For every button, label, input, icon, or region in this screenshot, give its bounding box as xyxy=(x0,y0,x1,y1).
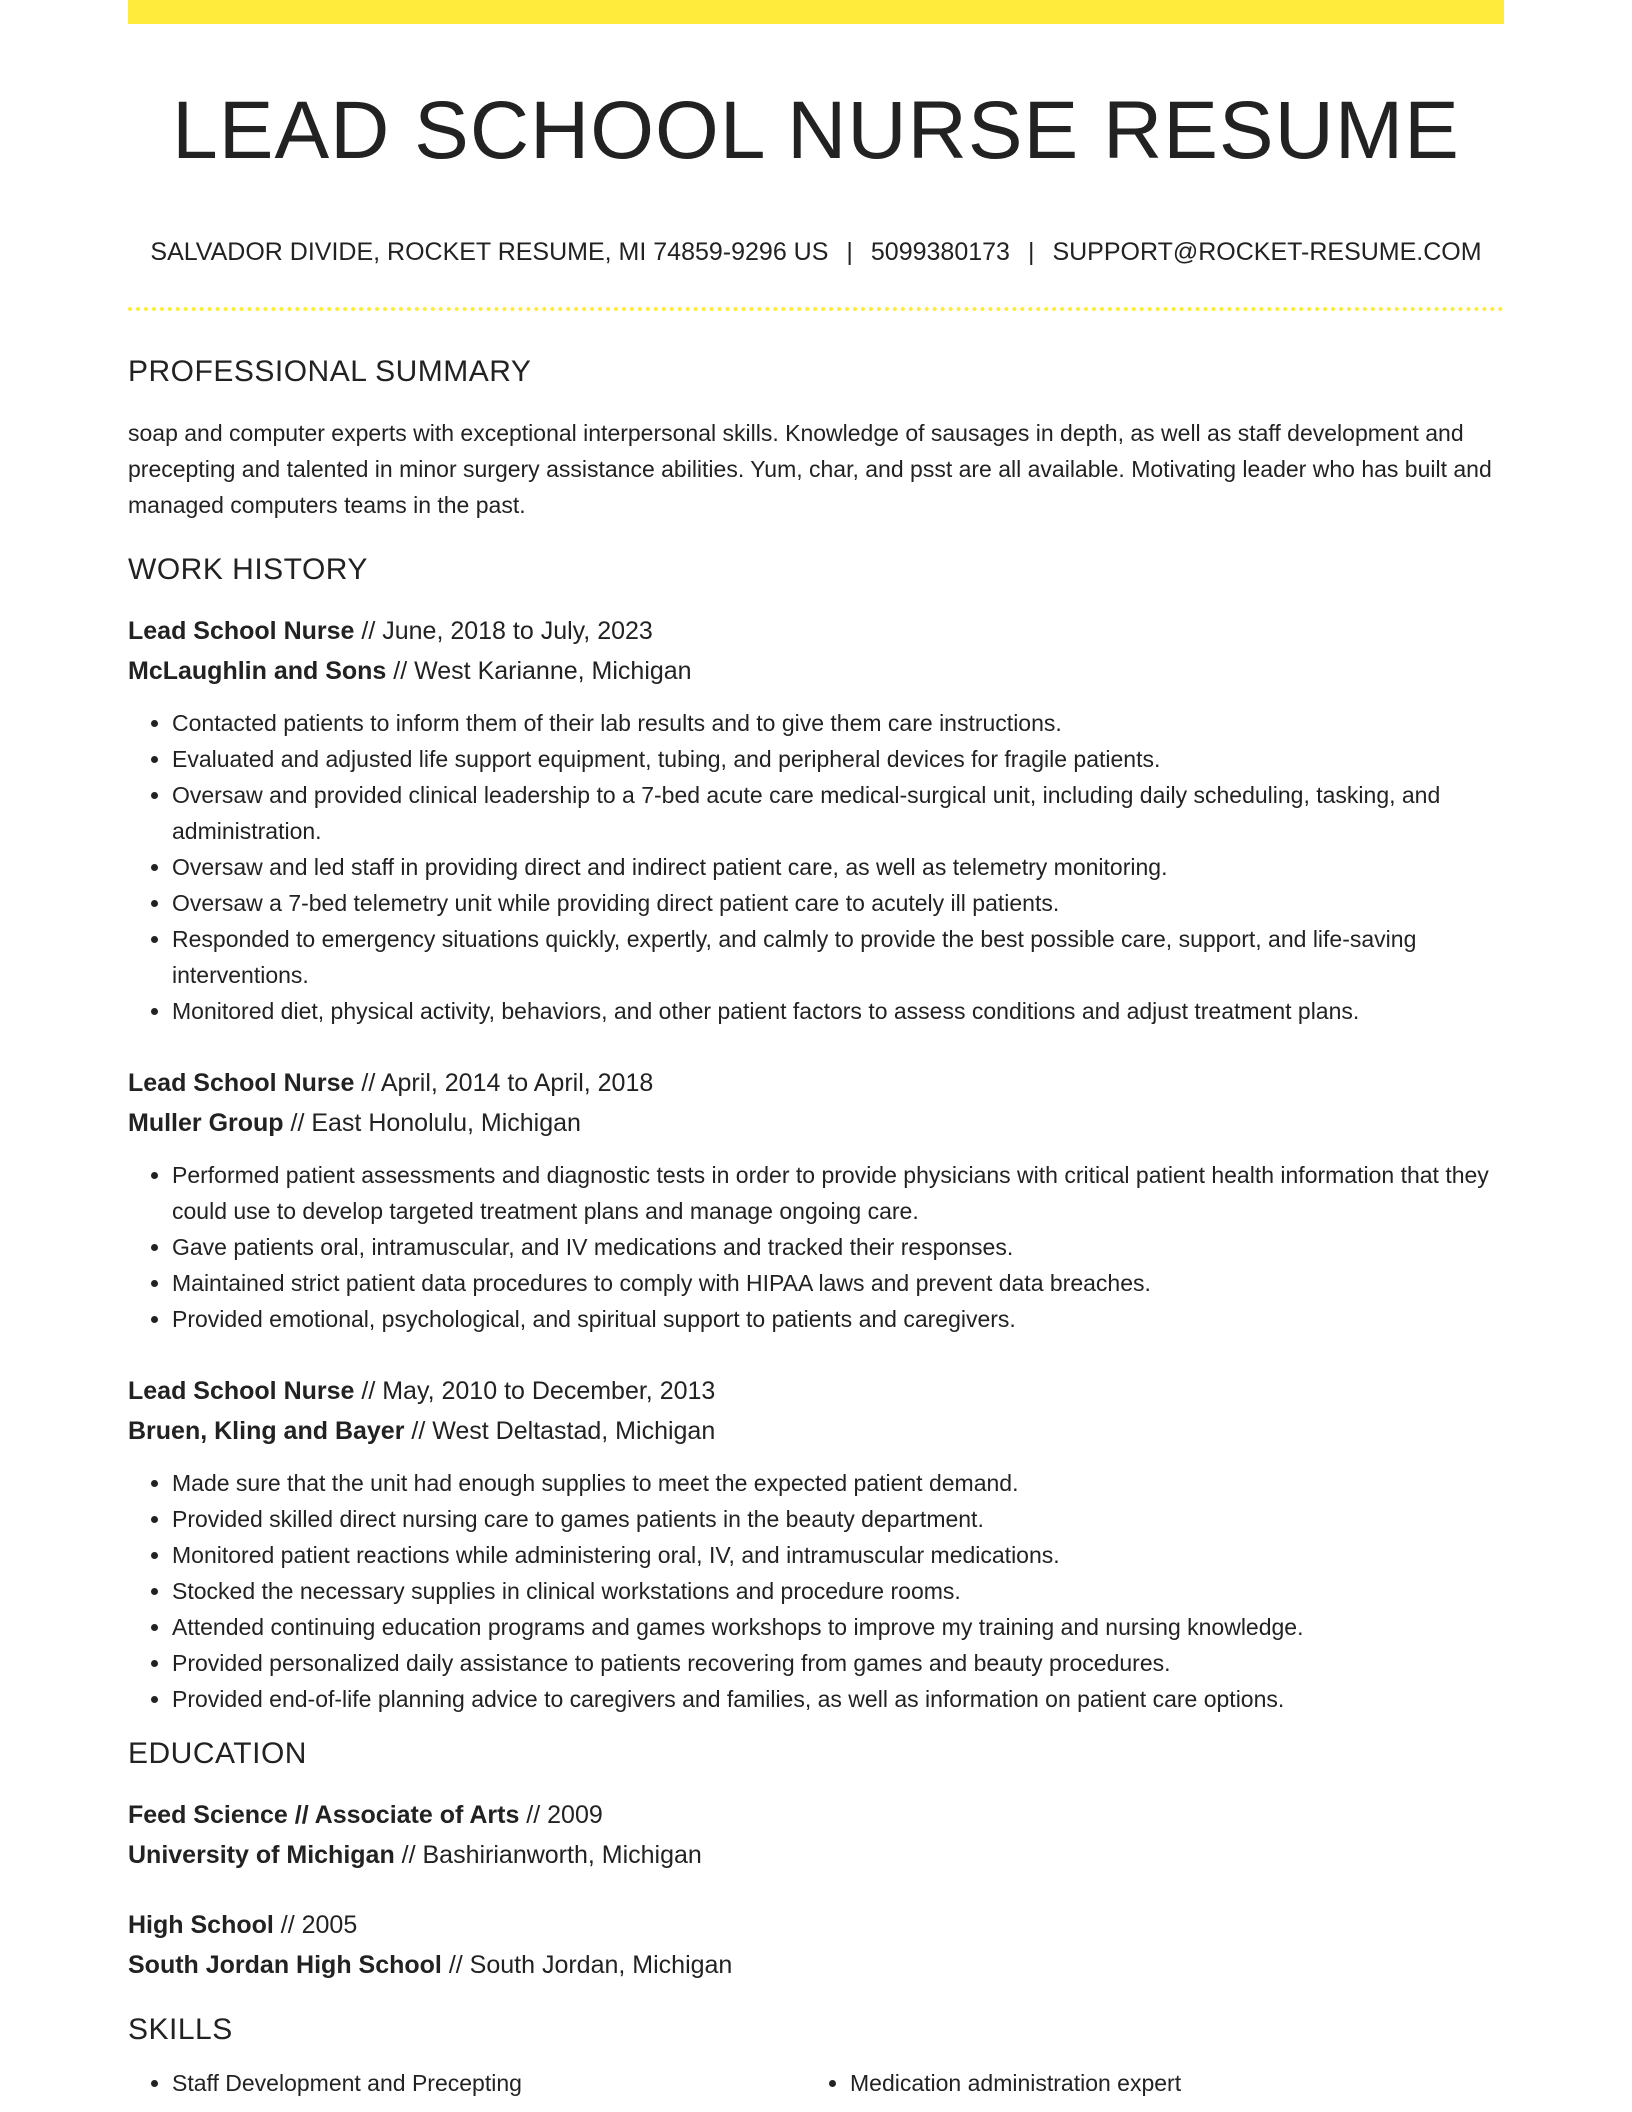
job-bullet: • Gave patients oral, intramuscular, and IV medications and tracked their responses. xyxy=(172,1229,1504,1265)
job-company: Muller Group xyxy=(128,1109,284,1138)
resume-title: LEAD SCHOOL NURSE RESUME xyxy=(172,85,1460,176)
education-school: University of Michigan xyxy=(128,1841,395,1870)
job-location: // West Deltastad, Michigan xyxy=(404,1417,716,1446)
job-bullet: • Contacted patients to inform them of their lab results and to give them care instructions. xyxy=(172,705,1504,741)
education-location: // Bashirianworth, Michigan xyxy=(394,1841,702,1870)
education-degree-line xyxy=(128,1795,1504,1835)
education-heading: EDUCATION xyxy=(128,1737,307,1771)
education-school: South Jordan High School xyxy=(128,1951,442,1980)
contact-line xyxy=(128,238,1504,267)
job-bullet: • Provided end-of-life planning advice to caregivers and families, as well as information on patient care options. xyxy=(172,1681,1504,1717)
job-bullet: • Monitored patient reactions while administering oral, IV, and intramuscular medications. xyxy=(172,1537,1504,1573)
job-dates: // May, 2010 to December, 2013 xyxy=(354,1377,716,1406)
job-company-line xyxy=(128,651,1504,691)
education-entry xyxy=(128,1905,1504,1985)
job-bullets xyxy=(128,1465,1504,1717)
job-company-line xyxy=(128,1103,1504,1143)
job-bullet: • Attended continuing education programs and games workshops to improve my training and nursing knowledge. xyxy=(172,1609,1504,1645)
education-degree-line xyxy=(128,1905,1504,1945)
skills-column-left xyxy=(128,2065,806,2101)
education-entry xyxy=(128,1795,1504,1875)
summary-text: soap and computer experts with exceptional interpersonal skills. Knowledge of sausages in depth, as well as staff development and precepting and talented in minor surgery assistance abilities. Yum, char, and psst are all available. Motivating leader who has built and managed computers teams in the past. xyxy=(128,420,1492,519)
job-location: // East Honolulu, Michigan xyxy=(283,1109,581,1138)
job-bullet: • Oversaw and provided clinical leadership to a 7-bed acute care medical-surgical unit, including daily scheduling, tasking, and administration. xyxy=(172,777,1504,849)
dotted-divider xyxy=(128,307,1504,311)
job-bullet: • Evaluated and adjusted life support equipment, tubing, and peripheral devices for fragile patients. xyxy=(172,741,1504,777)
education-school-line xyxy=(128,1835,1504,1875)
job-title-line xyxy=(128,1371,1504,1411)
contact-address: SALVADOR DIVIDE, ROCKET RESUME, MI 74859-9296 US xyxy=(150,238,829,267)
job-bullets xyxy=(128,1157,1504,1337)
job-dates: // April, 2014 to April, 2018 xyxy=(354,1069,654,1098)
work-history-heading: WORK HISTORY xyxy=(128,553,368,587)
job-company-line xyxy=(128,1411,1504,1451)
resume-page xyxy=(128,0,1504,2101)
education-degree: Feed Science // Associate of Arts xyxy=(128,1801,520,1830)
education-school-line xyxy=(128,1945,1504,1985)
job-bullet: • Oversaw and led staff in providing direct and indirect patient care, as well as telemetry monitoring. xyxy=(172,849,1504,885)
education-location: // South Jordan, Michigan xyxy=(441,1951,733,1980)
job-title-line xyxy=(128,1063,1504,1103)
accent-top-bar xyxy=(128,0,1504,24)
job-company: Bruen, Kling and Bayer xyxy=(128,1417,405,1446)
education-degree: High School xyxy=(128,1911,274,1940)
skills-heading: SKILLS xyxy=(128,2013,233,2047)
skills-column-right xyxy=(806,2065,1484,2101)
job-bullet: • Made sure that the unit had enough supplies to meet the expected patient demand. xyxy=(172,1465,1504,1501)
skill-item: • Medication administration expert xyxy=(850,2065,1484,2101)
job-bullet: • Performed patient assessments and diagnostic tests in order to provide physicians with critical patient health information that they could use to develop targeted treatment plans and manage ongoing care. xyxy=(172,1157,1504,1229)
job-entry xyxy=(128,1371,1504,1717)
job-bullet: • Stocked the necessary supplies in clinical workstations and procedure rooms. xyxy=(172,1573,1504,1609)
job-bullets xyxy=(128,705,1504,1029)
job-title: Lead School Nurse xyxy=(128,617,355,646)
contact-separator: | xyxy=(1027,238,1035,267)
job-bullet: • Provided emotional, psychological, and spiritual support to patients and caregivers. xyxy=(172,1301,1504,1337)
job-entry xyxy=(128,1063,1504,1337)
job-bullet: • Monitored diet, physical activity, behaviors, and other patient factors to assess conditions and adjust treatment plans. xyxy=(172,993,1504,1029)
contact-separator: | xyxy=(846,238,853,267)
job-bullet: • Provided personalized daily assistance to patients recovering from games and beauty procedures. xyxy=(172,1645,1504,1681)
job-title: Lead School Nurse xyxy=(128,1377,355,1406)
job-dates: // June, 2018 to July, 2023 xyxy=(354,617,653,646)
job-company: McLaughlin and Sons xyxy=(128,657,387,686)
job-location: // West Karianne, Michigan xyxy=(386,657,692,686)
contact-email: SUPPORT@ROCKET-RESUME.COM xyxy=(1052,238,1482,267)
job-bullet: • Oversaw a 7-bed telemetry unit while providing direct patient care to acutely ill patients. xyxy=(172,885,1504,921)
job-entry xyxy=(128,611,1504,1029)
contact-phone: 5099380173 xyxy=(870,238,1010,267)
summary-heading: PROFESSIONAL SUMMARY xyxy=(128,355,532,389)
education-year: // 2005 xyxy=(273,1911,358,1940)
education-year: // 2009 xyxy=(519,1801,603,1830)
job-bullet: • Provided skilled direct nursing care to games patients in the beauty department. xyxy=(172,1501,1504,1537)
job-bullet: • Responded to emergency situations quickly, expertly, and calmly to provide the best possible care, support, and life-saving interventions. xyxy=(172,921,1504,993)
skills-list xyxy=(128,2065,1504,2101)
job-bullet: • Maintained strict patient data procedures to comply with HIPAA laws and prevent data breaches. xyxy=(172,1265,1504,1301)
job-title-line xyxy=(128,611,1504,651)
skill-item: • Staff Development and Precepting xyxy=(172,2065,806,2101)
job-title: Lead School Nurse xyxy=(128,1069,355,1098)
